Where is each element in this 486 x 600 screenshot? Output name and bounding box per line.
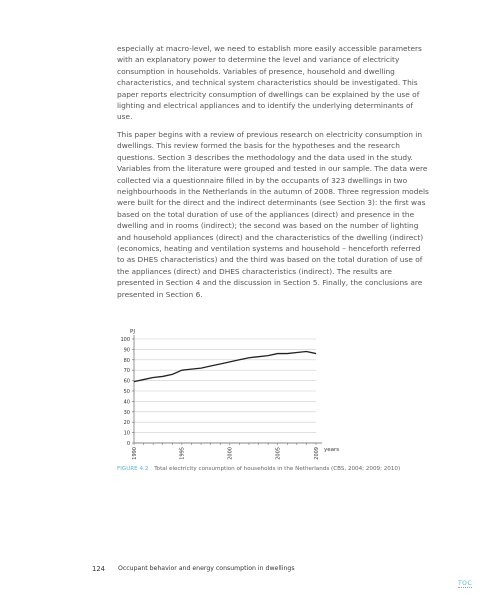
y-tick-label: 40 (123, 399, 130, 406)
x-tick-label: 2005 (275, 447, 282, 460)
x-tick-label: 2000 (227, 447, 234, 460)
y-tick-label: 50 (123, 389, 130, 395)
y-tick-label: 30 (123, 409, 130, 416)
x-tick-label: 1990 (131, 447, 138, 460)
page-number: 124 (92, 565, 105, 573)
figure-label: FIGURE 4.2 (117, 466, 149, 472)
body-paragraph-2: This paper begins with a review of previous research on electricity consumption in dwellings. This review formed the basis for the hypotheses and the research questions. Section 3 describes the methodology and the data used in the study. Variables from the literature were grouped and tested in our sample. The data were collected via a questionnaire filled in by the occupants of 323 dwellings in two neighbourhoods in the Netherlands in the autumn of 2008. Three regression models were built for the direct and the indirect determinants (see Section 3): the first was based on the total duration of use of the appliances (direct) and presence in the dwelling and in rooms (indirect); the second was based on the number of lighting and household appliances (direct) and the characteristics of the dwelling (indirect) (economics, heating and ventilation systems and household – henceforth referred to as DHES characteristics) and the third was based on the total duration of use of the appliances (direct) and DHES characteristics (indirect). The results are presented in Section 4 and the discussion in Section 5. Finally, the conclusions are presented in Section 6. (117, 130, 429, 299)
y-tick-label: 20 (123, 420, 130, 427)
y-tick-label: 80 (123, 357, 130, 364)
y-tick-label: 10 (123, 430, 130, 437)
toc-link[interactable]: TOC (458, 580, 473, 587)
y-tick-label: 90 (123, 347, 130, 354)
x-axis-label: years (324, 447, 340, 453)
y-tick-label: 0 (126, 441, 130, 447)
figure-caption-text: Total electricity consumption of households in the Netherlands (CBS, 2004; 2009; 2010) (154, 466, 401, 472)
y-axis-label: PJ (130, 329, 135, 335)
body-paragraph-1: especially at macro-level, we need to establish more easily accessible parameters with an explanatory power to determine the level and variance of electricity consumption in households. Variables of presence, household and dwelling characteristics, and technical system characteristics should be investigated. This paper reports electricity consumption of dwellings can be explained by the use of lighting and electrical appliances and to identify the underlying determinants of use. (117, 44, 422, 122)
y-tick-label: 70 (123, 368, 130, 375)
running-footer-title: Occupant behavior and energy consumption in dwellings (118, 565, 295, 572)
figure-caption (117, 466, 400, 472)
x-tick-label: 1995 (179, 447, 186, 460)
series-line (134, 351, 316, 381)
electricity-consumption-chart (104, 318, 340, 468)
y-tick-label: 100 (120, 337, 130, 343)
y-tick-label: 60 (123, 378, 130, 385)
x-tick-label: 2009 (313, 447, 320, 460)
